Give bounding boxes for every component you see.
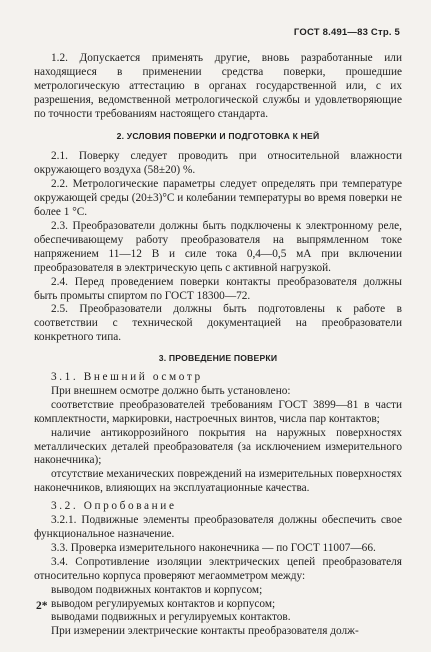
paragraph-3-2-1: 3.2.1. Подвижные элементы преобразователя должны обеспечить свое функциональное назначение.	[34, 514, 402, 540]
paragraph-3-1-item-3: отсутствие механических повреждений на измерительных поверхностях наконечников, влияющих на эксплуатационные качества.	[34, 468, 402, 495]
paragraph-3-1-item-1: соответствие преобразователей требованиям ГОСТ 3899—81 в части комплектности, маркировки, настроечных винтов, числа пар контактов;	[34, 398, 402, 425]
paragraph-3-4-item-3: выводами подвижных и регулируемых контактов.	[51, 611, 291, 624]
paragraph-3-4-item-2: выводом регулируемых контактов и корпусом;	[51, 597, 276, 610]
paragraph-2-2: 2.2. Метрологические параметры следует определять при температуре окружающей среды (20±3)°С и колебании температуры во время поверки не более 1 °С.	[34, 178, 402, 219]
page-footer-signature: 2*	[36, 600, 48, 612]
paragraph-2-3: 2.3. Преобразователи должны быть подключены к электронному реле, обеспечивающему работу преобразователя на выпрямленном токе напряжением 11—12 В и силе тока 0,4—0,5 мА при включении преобразователя в электрическую цепь с активной нагрузкой.	[34, 219, 402, 274]
paragraph-2-5: 2.5. Преобразователи должны быть подготовлены к работе в соответствии с технической документацией на преобразователи конкретного типа.	[34, 303, 402, 344]
subheading-3-2: 3.2. Опробование	[51, 500, 177, 513]
paragraph-3-1-item-2: наличие антикоррозийного покрытия на наружных поверхностях металлических деталей преобразователя (за исключением измерительного наконечника);	[34, 426, 402, 467]
paragraph-3-1-intro: При внешнем осмотре должно быть установлено:	[51, 384, 291, 397]
section-heading-3: 3. ПРОВЕДЕНИЕ ПОВЕРКИ	[158, 353, 278, 364]
page-header: ГОСТ 8.491—83 Стр. 5	[293, 27, 400, 38]
paragraph-3-4: 3.4. Сопротивление изоляции электрических цепей преобразователя относительно корпуса проверяют мегаомметром между:	[34, 555, 402, 582]
paragraph-2-4: 2.4. Перед проведением поверки контакты преобразователя должны быть промыты спиртом по ГОСТ 18300—72.	[34, 275, 402, 302]
paragraph-1-2: 1.2. Допускается применять другие, вновь разработанные или находящиеся в применении средства поверки, прошедшие метрологическую аттестацию в органах государственной или, с их разрешения, ведомственной метрологической службы и удовлетворяющие по точности требованиям настоящего стандарта.	[34, 52, 402, 120]
document-body	[34, 52, 402, 639]
paragraph-3-4-item-1: выводом подвижных контактов и корпусом;	[51, 583, 263, 596]
subheading-3-1: 3.1. Внешний осмотр	[51, 371, 203, 384]
paragraph-2-1: 2.1. Поверку следует проводить при относительной влажности окружающего воздуха (58±20) %.	[34, 150, 402, 177]
section-heading-2: 2. УСЛОВИЯ ПОВЕРКИ И ПОДГОТОВКА К НЕЙ	[116, 130, 320, 141]
paragraph-3-4-continued: При измерении электрические контакты преобразователя долж-	[51, 625, 359, 638]
paragraph-3-3: 3.3. Проверка измерительного наконечника — по ГОСТ 11007—66.	[51, 541, 376, 554]
